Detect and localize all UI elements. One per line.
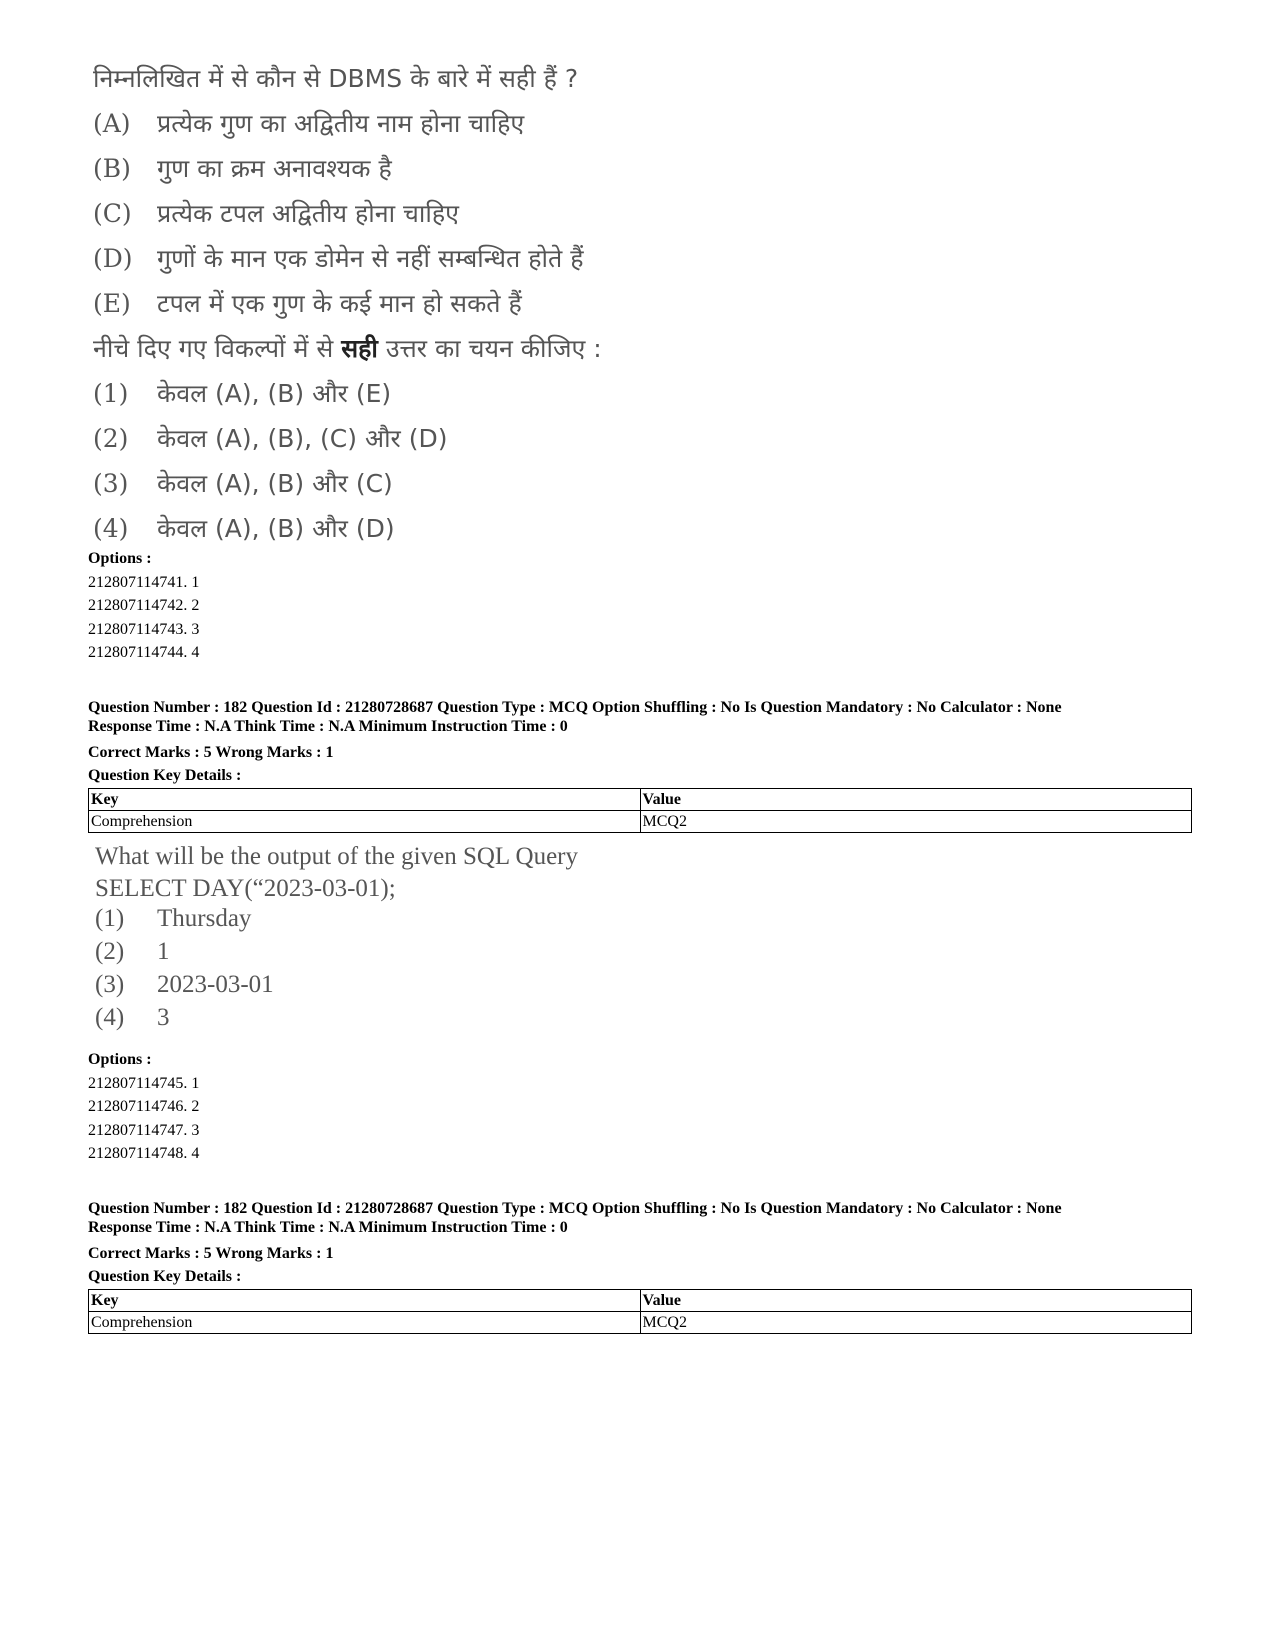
question-stem: निम्नलिखित में से कौन से DBMS के बारे में सही हैं ? (93, 64, 579, 93)
choice-text: केवल (A), (B) और (C) (157, 469, 393, 498)
table-cell: Comprehension (89, 1312, 641, 1334)
statement-text: प्रत्येक टपल अद्वितीय होना चाहिए (157, 199, 459, 228)
key-details-heading: Question Key Details : (88, 1268, 242, 1285)
choice-text: Thursday (157, 905, 252, 932)
options-list (88, 547, 199, 665)
option-item: 212807114746. 2 (88, 1098, 200, 1115)
choice-text: 2023-03-01 (157, 971, 274, 998)
option-item: 212807114743. 3 (88, 620, 200, 638)
meta-line: Response Time : N.A Think Time : N.A Minimum Instruction Time : 0 (88, 718, 568, 735)
statement-item (93, 286, 602, 331)
options-heading: Options : (88, 550, 152, 567)
key-value-table (88, 1289, 1192, 1334)
instruction-bold: सही (341, 334, 378, 363)
options-heading: Options : (88, 1051, 152, 1068)
statement-label: (D) (93, 244, 133, 273)
key-details-heading: Question Key Details : (88, 767, 242, 784)
table-header-row (89, 1290, 1192, 1312)
options-list (88, 1048, 199, 1166)
statement-item (93, 151, 602, 196)
option-item: 212807114742. 2 (88, 597, 200, 614)
statement-label: (B) (93, 154, 131, 183)
choice-label: (1) (93, 379, 129, 408)
choice-item (93, 466, 602, 511)
option-item: 212807114741. 1 (88, 573, 200, 591)
meta-line: Response Time : N.A Think Time : N.A Minimum Instruction Time : 0 (88, 1219, 568, 1236)
statement-label: (E) (93, 289, 131, 318)
instruction-post: उत्तर का चयन कीजिए : (377, 334, 602, 363)
answer-instruction (93, 331, 602, 376)
question-query: SELECT DAY(“2023-03-01); (95, 875, 396, 902)
marks-line: Correct Marks : 5 Wrong Marks : 1 (88, 744, 334, 761)
question-stem: What will be the output of the given SQL Query (95, 843, 578, 870)
choice-text: केवल (A), (B) और (E) (157, 379, 392, 408)
choice-item (93, 376, 602, 421)
statement-text: गुण का क्रम अनावश्यक है (157, 154, 392, 183)
statement-item (93, 241, 602, 286)
statement-item (93, 106, 602, 151)
statement-label: (C) (93, 199, 132, 228)
choice-label: (4) (93, 514, 129, 543)
option-item: 212807114748. 4 (88, 1145, 200, 1162)
choice-label: (4) (95, 1004, 125, 1031)
meta-line: Question Number : 182 Question Id : 21280728687 Question Type : MCQ Option Shuffling : No Is Question Mandatory : No Calculator : None (88, 1200, 1062, 1217)
choice-label: (3) (95, 971, 125, 998)
statement-text: प्रत्येक गुण का अद्वितीय नाम होना चाहिए (157, 109, 525, 138)
table-row (89, 811, 1192, 833)
table-header-cell: Key (89, 1290, 641, 1312)
meta-line: Question Number : 182 Question Id : 21280728687 Question Type : MCQ Option Shuffling : No Is Question Mandatory : No Calculator : None (88, 699, 1062, 716)
statement-label: (A) (93, 109, 131, 138)
statement-text: गुणों के मान एक डोमेन से नहीं सम्बन्धित होते हैं (157, 244, 584, 273)
choice-label: (2) (93, 424, 129, 453)
choice-item (95, 905, 578, 938)
option-item: 212807114747. 3 (88, 1121, 200, 1139)
choice-label: (3) (93, 469, 129, 498)
choice-text: केवल (A), (B), (C) और (D) (157, 424, 448, 453)
choice-item (95, 971, 578, 1004)
table-header-cell: Value (640, 1290, 1192, 1312)
choice-text: केवल (A), (B) और (D) (157, 514, 395, 543)
instruction-pre: नीचे दिए गए विकल्पों में से (93, 334, 342, 363)
choice-text: 1 (157, 938, 170, 965)
table-cell: MCQ2 (640, 811, 1192, 833)
marks-line: Correct Marks : 5 Wrong Marks : 1 (88, 1245, 334, 1262)
statement-text: टपल में एक गुण के कई मान हो सकते हैं (157, 289, 522, 318)
choice-label: (1) (95, 905, 125, 932)
sql-question-image (95, 841, 578, 1037)
option-item: 212807114745. 1 (88, 1074, 200, 1092)
hindi-question-image (93, 64, 602, 556)
choice-label: (2) (95, 938, 125, 965)
table-header-cell: Key (89, 789, 641, 811)
question-meta (88, 698, 1062, 736)
option-item: 212807114744. 4 (88, 644, 200, 661)
question-meta (88, 1199, 1062, 1237)
table-cell: MCQ2 (640, 1312, 1192, 1334)
choice-item (95, 1004, 578, 1037)
table-cell: Comprehension (89, 811, 641, 833)
table-row (89, 1312, 1192, 1334)
choice-text: 3 (157, 1004, 170, 1031)
table-header-row (89, 789, 1192, 811)
choice-item (95, 938, 578, 971)
statement-item (93, 196, 602, 241)
table-header-cell: Value (640, 789, 1192, 811)
key-value-table (88, 788, 1192, 833)
choice-item (93, 421, 602, 466)
